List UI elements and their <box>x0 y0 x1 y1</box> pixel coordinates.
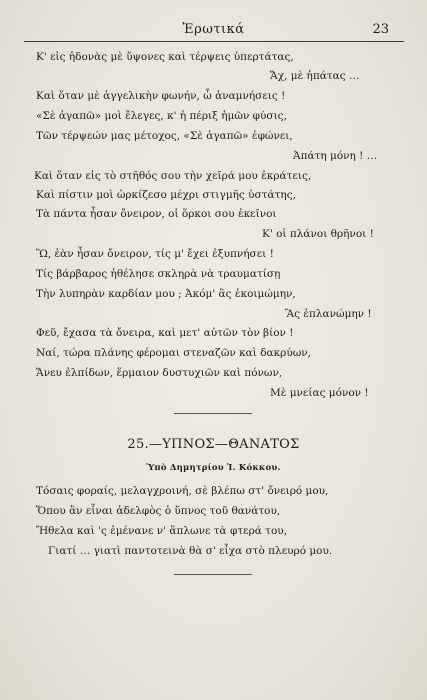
poem-line: Τῶν τέρψεών μας μέτοχος, «Σὲ ἀγαπῶ» ἐφώνει, <box>36 130 293 142</box>
running-title: Ἐρωτικά <box>182 22 245 37</box>
poem-line: Τὴν λυπηρὰν καρδίαν μου ; Ἀκόμ' ἂς ἐκοιμώμην, <box>36 288 296 300</box>
poem-line: Μὲ μνείας μόνον ! <box>270 387 369 399</box>
poem-line: Τὰ πάντα ἦσαν ὄνειρον, οἱ ὅρκοι σου ἐκεῖνοι <box>36 208 277 220</box>
poem-line: Τόσαις φοραίς, μελαγχροινή, σὲ βλέπω στ' ὄνειρό μου, <box>36 485 329 497</box>
poem-line: Κ' οἱ πλάνοι θρῆνοι ! <box>262 228 374 240</box>
poem-line: Ἄχ, μὲ ἠπάτας … <box>270 70 360 82</box>
end-divider <box>174 574 252 575</box>
poem-line: Ἂς ἐπλανώμην ! <box>285 308 372 320</box>
poem-line: Φεῦ, ἔχασα τὰ ὄνειρα, καὶ μετ' αὐτῶν τὸν βίον ! <box>36 327 294 339</box>
poem-line: Γιατί … γιατὶ παντοτεινὰ θὰ σ' εἶχα στὸ πλευρό μου. <box>48 545 333 557</box>
section-title: 25.—ΥΠΝΟΣ—ΘΑΝΑΤΟΣ <box>127 437 300 452</box>
poem-line: Ἄνευ ἐλπίδων, ἕρμαιον δυστυχιῶν καὶ πόνων, <box>36 367 283 379</box>
poem-line: Ὢ, ἐὰν ἦσαν ὄνειρον, τίς μ' ἔχει ἐξυπνήσει ! <box>36 248 274 260</box>
poem-line: Τίς βάρβαρος ἠθέλησε σκληρὰ νὰ τραυματίσῃ <box>36 268 281 280</box>
poem-line: Ἀπάτη μόνη ! … <box>293 150 378 162</box>
header-rule <box>24 41 404 42</box>
poem-line: Κ' εἰς ἡδονὰς μὲ ὕψονες καὶ τέρψεις ὑπερτάτας, <box>36 51 294 63</box>
page-number: 23 <box>372 22 389 37</box>
poem-line: Καὶ ὅταν μὲ ἀγγελικὴν φωνήν, ὦ ἀναμνήσεις ! <box>36 90 286 102</box>
poem-line: «Σὲ ἀγαπῶ» μοὶ ἔλεγες, κ' ἡ πέριξ ἡμῶν φύσις, <box>36 110 287 122</box>
poem-line: Καὶ ὅταν εἰς τὸ στῆθός σου τὴν χεῖρά μου ἐκράτεις, <box>34 170 312 182</box>
poem-line: Ναί, τώρα πλάνης φέρομαι στεναζῶν καὶ δακρύων, <box>36 347 312 359</box>
author-byline: Ὑπὸ Δημητρίου Ἰ. Κόκκου. <box>146 463 281 473</box>
poem-line: Καὶ πίστιν μοὶ ὡρκίζεσο μέχρι στιγμῆς ὑστάτης, <box>36 189 296 201</box>
poem-line: Ὅπου ἂν εἶναι ἀδελφὸς ὁ ὕπνος τοῦ θανάτου, <box>36 505 281 517</box>
poem-line: Ἤθελα καὶ 'ς ἐμένανε ν' ἅπλωνε τὰ φτερά του, <box>36 525 288 537</box>
section-divider <box>174 413 252 414</box>
